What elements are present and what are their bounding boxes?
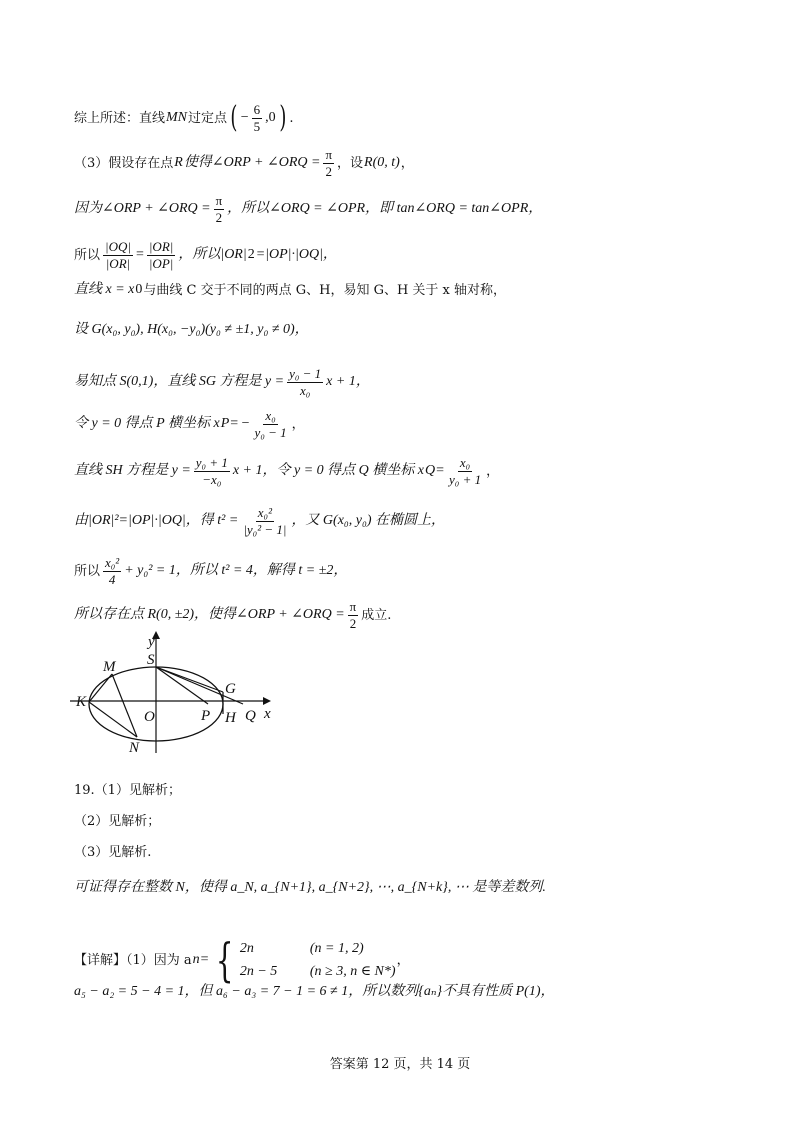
label-y: y: [148, 634, 155, 650]
label-G: G: [225, 681, 236, 697]
detail-eq: =: [200, 952, 209, 967]
square: 2: [247, 247, 255, 263]
x-axis-arrow: [263, 697, 271, 705]
ellipse-fraction: $\frac{\text{x₀²}}{4}$: [105, 555, 120, 587]
S-text: 易知点 S(0,1)，直线 SG 方程是 y =: [74, 374, 285, 390]
minus-sign: −: [240, 110, 249, 126]
Q-eq: =: [436, 463, 445, 479]
line-x-sub: 0: [135, 282, 143, 297]
so-end: =|OP|·|OQ|，: [255, 247, 337, 263]
from-text: 由|OR|²=|OP|·|OQ|，得 t² =: [74, 513, 239, 529]
detail-sub: n: [192, 952, 200, 967]
q19-conclusion: [74, 881, 546, 895]
comma: ，: [400, 155, 414, 171]
SG-line: [74, 367, 370, 397]
q19-part2-text: （2）见解析；: [74, 814, 161, 829]
piecewise-cases: [240, 942, 396, 979]
label-O: O: [144, 709, 155, 725]
case2-cond: (n ≥ 3, n ∈ N*): [309, 963, 396, 979]
label-Q: Q: [245, 708, 256, 724]
part3-label: （3）假设存在点: [74, 155, 174, 171]
pi-over-2: $\frac{\pi}{2}$: [215, 193, 223, 225]
label-S: S: [147, 652, 155, 668]
SH-slope: $\frac{\text{y₀ + 1}}{\text{−x₀}}$: [195, 455, 228, 487]
Q-end: ，: [486, 463, 500, 479]
label-N: N: [129, 740, 140, 756]
detail-end: ，: [396, 952, 410, 968]
pi-over-2: $\frac{\pi}{2}$: [325, 147, 333, 179]
label-M: M: [103, 659, 116, 675]
so-mid: ，所以|OR|: [178, 247, 247, 263]
fixed-point-fraction: $\frac{6}{5}$: [253, 102, 261, 134]
SH-mid: x + 1，令 y = 0 得点 Q 横坐标 x: [232, 463, 424, 479]
ratio-OQ-OR: $\frac{|OQ|}{|OR|}$: [105, 239, 131, 271]
exist-text: 所以存在点 R(0, ±2)，使得∠ORP + ∠ORQ =: [74, 607, 345, 623]
so-prefix: 所以: [74, 247, 101, 263]
label-x: x: [264, 706, 271, 722]
summary-suffix: .: [289, 110, 294, 126]
so2-rest: + y₀² = 1，所以 t² = 4，解得 t = ±2，: [124, 563, 348, 579]
SG-tail: x + 1，: [326, 374, 370, 390]
equal-sign: =: [135, 247, 144, 263]
because-line: [74, 194, 542, 224]
label-K: K: [76, 694, 87, 710]
q19-part3-text: （3）见解析.: [74, 845, 152, 860]
so2-prefix: 所以: [74, 563, 101, 579]
exist-line: [74, 600, 391, 630]
case1-cond: (n = 1, 2): [309, 940, 364, 956]
q19-detail: 【详解】（1）因为 a n = { 2n (n = 1, 2) 2n − 5 (n ≥ 3, n ∈ N*) ，: [74, 933, 410, 987]
t-squared-fraction: $\frac{\text{x₀²}}{\text{|y₀² − 1|}}$: [243, 505, 287, 537]
page-footer: 答案第 12 页，共 14 页: [329, 1057, 471, 1072]
detail-label: 【详解】（1）因为 a: [74, 952, 192, 968]
angle-condition: 使得∠ORP + ∠ORQ =: [183, 155, 321, 171]
because-mid: ，所以∠ORQ = ∠OPR，即 tan∠ORQ = tan∠OPR，: [227, 201, 543, 217]
chord-KM: [89, 674, 112, 702]
P-text: 令 y = 0 得点 P 横坐标 x: [74, 416, 220, 432]
exist-end: 成立.: [361, 607, 392, 623]
from-line: [74, 506, 445, 536]
summary-middle: 过定点: [188, 110, 228, 126]
SG-slope: $\frac{\text{y₀ − 1}}{\text{x₀}}$: [289, 366, 322, 398]
q19-conclusion-text: 可证得存在整数 N，使得 a_N, a_{N+1}, a_{N+2}, ⋯, a_{N+k}, ⋯ 是等差数列.: [74, 880, 546, 895]
last-line-text: a₅ − a₂ = 5 − 4 = 1，但 a₆ − a₃ = 7 − 1 = 6 ≠ 1，所以数列{aₙ}不具有性质 P(1)，: [74, 984, 555, 999]
from-end: ，又 G(x₀, y₀) 在椭圆上，: [291, 513, 446, 529]
P-eq: = −: [230, 416, 250, 432]
q19-title: [74, 784, 181, 797]
label-P: P: [201, 708, 211, 724]
SH-line: [74, 456, 499, 486]
part3-assume-line: [74, 148, 414, 178]
ellipse-figure: [68, 628, 288, 758]
line-name: MN: [166, 110, 188, 126]
line-x-line: [74, 283, 506, 297]
Q-sub: Q: [425, 463, 436, 479]
summary-line: 综上所述：直线 MN 过定点 ( − $\frac{6}{5}$ ,0 ) .: [74, 100, 294, 136]
P-fraction: $\frac{\text{x₀}}{\text{y₀ − 1}}$: [254, 408, 287, 440]
set-G: 设 G(x₀, y₀), H(x₀, −y₀)(y₀ ≠ ±1, y₀ ≠ 0)，: [74, 322, 309, 337]
P-line: [74, 409, 305, 439]
summary-prefix: 综上所述：直线: [74, 110, 166, 126]
q19-last-line: [74, 985, 554, 999]
set-text: ，设: [337, 155, 364, 171]
R-coord: R(0, t): [364, 155, 400, 171]
Q-fraction: $\frac{\text{x₀}}{\text{y₀ + 1}}$: [449, 455, 482, 487]
line-x: 直线 x = x: [74, 282, 135, 297]
case2-expr: 2n − 5: [239, 963, 278, 979]
point-y: ,0: [265, 110, 276, 126]
point-R: R: [174, 155, 183, 171]
label-H: H: [225, 710, 236, 726]
P-end: ，: [291, 416, 305, 432]
SH-text: 直线 SH 方程是 y =: [74, 463, 191, 479]
set-G-line: [74, 323, 309, 337]
q19-part2: [74, 815, 160, 828]
pi-over-2: $\frac{\pi}{2}$: [349, 599, 357, 631]
line-x-rest: 与曲线 C 交于不同的两点 G、H，易知 G、H 关于 x 轴对称，: [143, 282, 507, 298]
q19-title-text: 19.（1）见解析；: [74, 783, 181, 798]
P-sub: P: [220, 416, 230, 432]
ellipse-eq-line: [74, 556, 347, 586]
case1-expr: 2n: [239, 940, 254, 956]
ratio-OR-OP: $\frac{|OR|}{|OP|}$: [148, 239, 174, 271]
ratio-line: [74, 240, 337, 270]
because-prefix: 因为∠ORP + ∠ORQ =: [74, 201, 211, 217]
q19-part3: [74, 846, 151, 859]
